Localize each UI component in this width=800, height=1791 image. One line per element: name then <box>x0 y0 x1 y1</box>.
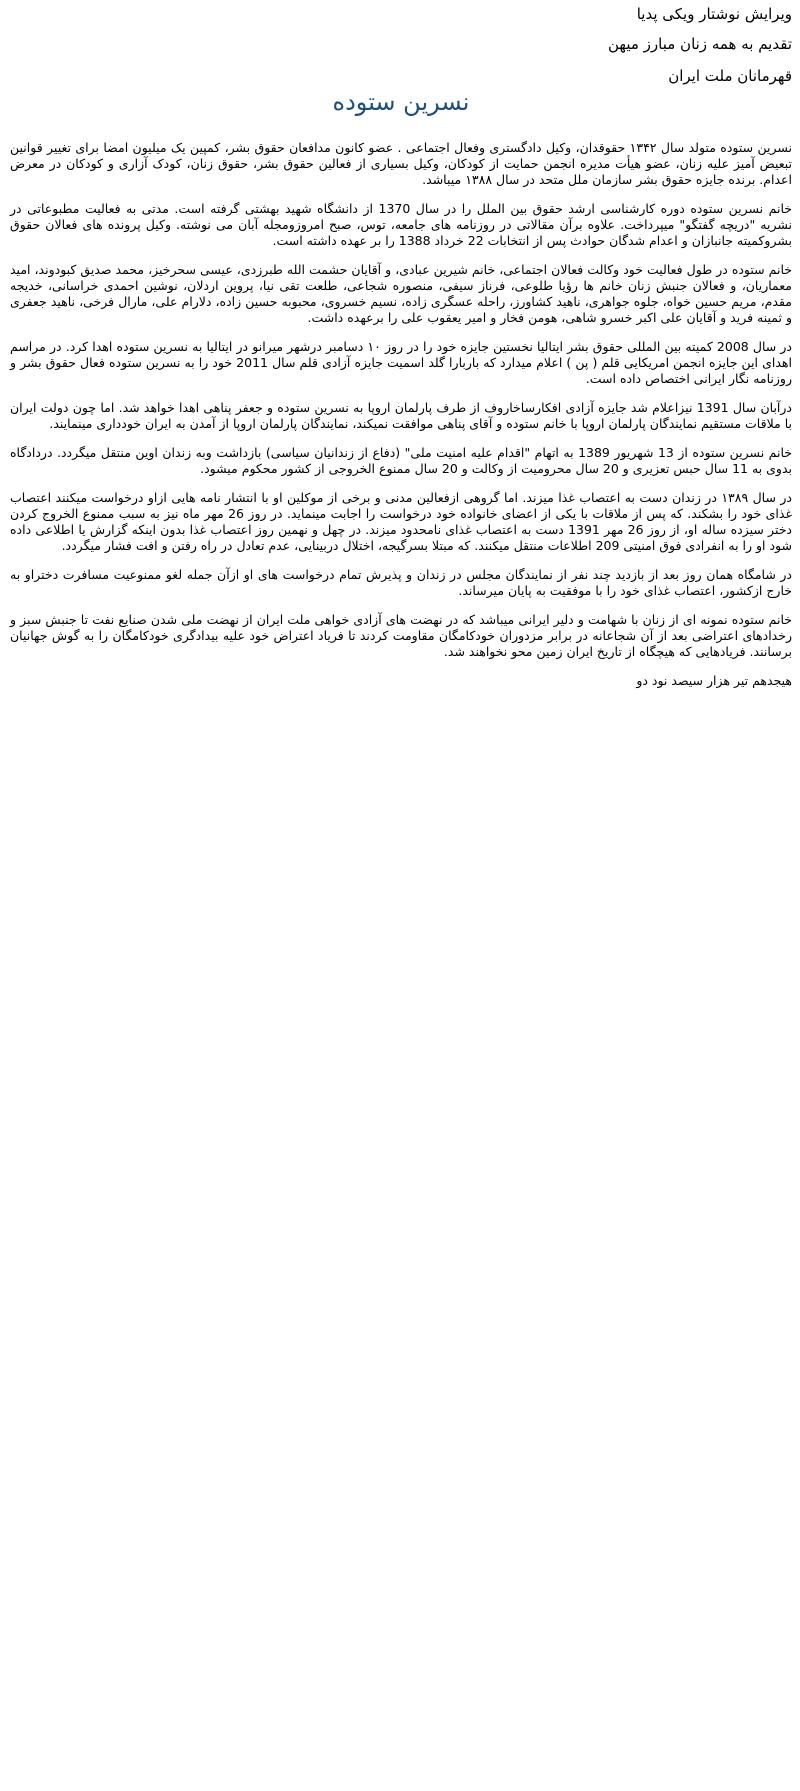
paragraph-sakharov: درآبان سال 1391 نیزاعلام شد جایزه آزادی افکارساخاروف از طرف پارلمان اروپا به نسرین ستوده و جعفر پناهی اهدا خواهد شد. اما چون دولت ایران با ملاقات مستقیم نمایندگان پارلمان اروپا با خانم ستوده و آقای پناهی موافقت نمیکند، نمایندگان پارلمان اروپا از آمدن به ایران خودداری مینمایند. <box>10 400 793 431</box>
paragraph-strike-end: در شامگاه همان روز بعد از بازدید چند نفر از نمایندگان مجلس در زندان و پذیرش تمام درخواست های او ازآن جمله لغو ممنوعیت مسافرت دختراو به خارج ازکشور، اعتصاب غذای خود را با موفقیت به پایان میرساند. <box>10 567 792 598</box>
paragraph-education: خانم نسرین ستوده دوره کارشناسی ارشد حقوق بین الملل را در سال 1370 از دانشگاه شهید بهشتی گرفته است. مدتی به فعالیت مطبوعاتی در نشریه "دریچه گفتگو" میپرداخت. علاوه برآن مقالاتی در روزنامه های جامعه، توس، صبح امروزومجله آبان می نوشته. وکیل پرونده های فعالان حقوق بشروکمیته جانبازان و اعدام شدگان حوادث پس از انتخابات 22 خرداد 1388 را بر عهده داشته است. <box>10 201 792 248</box>
paragraph-clients: خانم ستوده در طول فعالیت خود وکالت فعالان اجتماعی، خانم شیرین عبادی، و آقایان حشمت الله طبرزدی، عیسی سحرخیز، محمد صدیق کبودوند، امید معماریان، و فعالان جنبش زنان خانم ها رؤیا طلوعی، فرناز سیفی، منصوره شجاعی، طلعت تقی نیا، پروین اردلان، نوشین احمدی خراسانی، خدیجه مقدم، مریم حسین خواه، جلوه جواهری، ناهید کشاورز، راحله عسگری زاده، نسیم خسروی، محبوبه حسین زاده، دلارام علی، مارال فرخی، ناهید جعفری و ثمینه فرید و آقایان علی اکبر خسرو شاهی، هومن فخار و امیر یعقوب علی را برعهده داشت. <box>10 262 792 325</box>
paragraph-tribute: خانم ستوده نمونه ای از زنان با شهامت و دلیر ایرانی میباشد که در نهضت های آزادی خواهی ملت ایران از نهضت ملی شدن صنایع نفت تا جنبش سبز و رخدادهای اعتراضی بعد از آن شجاعانه در برابر مزدوران خودکامگان مقاومت کردند تا فریاد اعتراض خود علیه بیدادگری خودکامگان را به گوش جهانیان برسانند. فریادهایی که هیچگاه از تاریخ ایران زمین محو نخواهند شد. <box>10 612 792 659</box>
paragraph-intro: نسرین ستوده متولد سال ۱۳۴۲ حقوقدان، وکیل دادگستری وفعال اجتماعی . عضو کانون مدافعان حقوق بشر، کمپین یک میلیون امضا برای تغییر قوانین تبعیض آمیز علیه زنان، عضو هیأت مدیره انجمن حمایت از کودکان، وکیل بسیاری از فعالین حقوق بشر، حقوق زنان، کودک آزاری و کودکان در معرض اعدام. برنده جایزه حقوق بشر سازمان ملل متحد در سال ۱۳۸۸ میباشد. <box>10 140 792 187</box>
paragraph-awards: در سال 2008 کمیته بین المللی حقوق بشر ایتالیا نخستین جایزه خود را در روز ۱۰ دسامبر درشهر میرانو در ایتالیا به نسرین ستوده اهدا کرد. در مراسم اهدای این جایزه انجمن امریکایی قلم ( پن ) اعلام میدارد که باربارا گلد اسمیت جایزه آزادی قلم سال 2011 خود را به نسرین ستوده فعال حقوق بشر و روزنامه نگار ایرانی اختصاص داده است. <box>10 339 792 386</box>
edit-wikipedia-link[interactable]: ویرایش نوشتار ویکی پدیا <box>636 5 792 23</box>
paragraph-arrest: خانم نسرین ستوده از 13 شهریور 1389 به اتهام "اقدام علیه امنیت ملی" (دفاع از زندانیان سیاسی) بازداشت وبه زندان اوین منتقل میگردد. دردادگاه بدوی به 11 سال حبس تعزیری و 20 سال محرومیت از وکالت و 20 سال ممنوع الخروجی از کشور محکوم میشود. <box>10 445 793 476</box>
paragraph-hunger-strike: در سال ۱۳۸۹ در زندان دست به اعتصاب غذا میزند. اما گروهی ازفعالین مدنی و برخی از موکلین او با انتشار نامه هایی ازاو درخواست میکنند اعتصاب غذای خود را بشکند. که پس از ملاقات با یکی از اعضای خانواده خود درخواست را اجابت مینماید. در روز 26 مهر ماه نیز به سبب ممنوع الخروج کردن دختر سیزده ساله او، از روز 26 مهر 1391 دست به اعتصاب غذای نامحدود میزند. در چهل و نهمین روز اعتصاب غذا بدون اینکه گزارش یا اطلاعی داده شود او را به انفرادی فوق امنیتی 209 اطلاعات منتقل میکنند. که مبتلا بسرگیجه، اختلال دربینایی، عدم تعادل در راه رفتن و افت فشار میگردد. <box>10 490 793 553</box>
page-content <box>0 0 800 689</box>
date-line: هیجدهم تیر هزار سیصد نود دو <box>636 673 792 688</box>
subtitle: قهرمانان ملت ایران <box>668 67 792 85</box>
dedication-text: تقدیم به همه زنان مبارز میهن <box>608 35 792 53</box>
page-title: نسرین ستوده <box>332 88 470 116</box>
